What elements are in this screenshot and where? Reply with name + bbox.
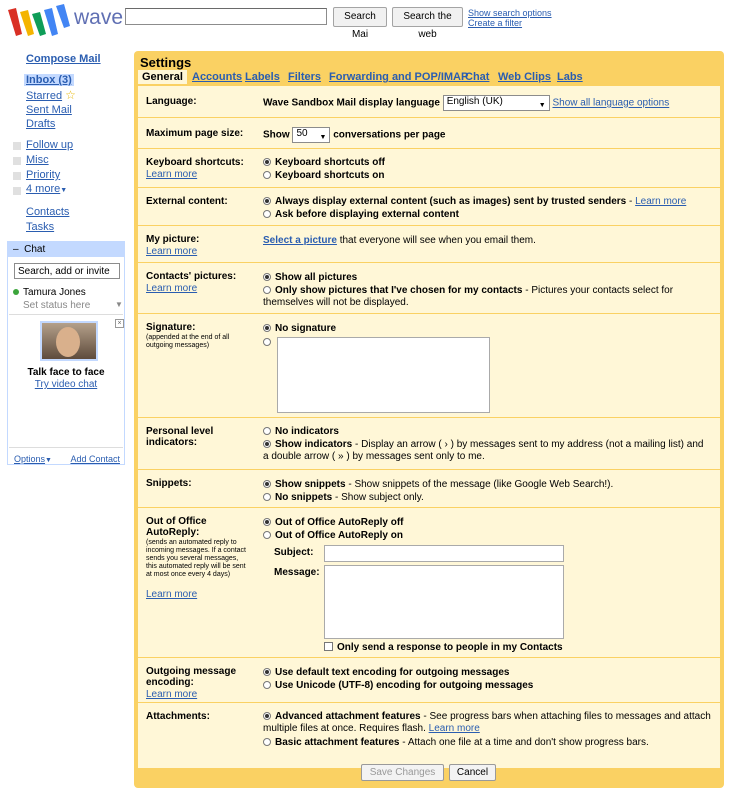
search-links	[468, 8, 552, 28]
setting-my-picture	[138, 226, 720, 263]
collapse-icon[interactable]: –	[13, 244, 19, 255]
sidebar-label-priority[interactable]: Priority	[26, 169, 61, 181]
more-labels-wrap	[26, 183, 67, 195]
setting-language	[138, 86, 720, 118]
language-select[interactable]	[443, 95, 550, 111]
search-web-button[interactable]: Search the web	[392, 7, 463, 27]
external-ask-option[interactable]: Ask before displaying external content	[263, 209, 459, 220]
contacts-only-option[interactable]: Only send a response to people in my Contacts	[324, 642, 563, 653]
learn-more-link[interactable]: Learn more	[146, 169, 198, 180]
chevron-down-icon: ▼	[45, 457, 52, 464]
setting-label: External content:	[146, 196, 228, 207]
message-textarea[interactable]	[324, 565, 564, 639]
setting-label: Language:	[146, 96, 197, 107]
checkbox[interactable]	[324, 642, 333, 651]
setting-label: Out of Office AutoReply: (sends an automated reply to incoming messages. If a contact sends you several messages, this automated reply will be sent at most once every 4 days)	[146, 516, 246, 578]
label-color-icon	[13, 142, 21, 150]
learn-more-link[interactable]: Learn more	[146, 283, 198, 294]
tab-accounts[interactable]: Accounts	[192, 71, 243, 83]
learn-more-link[interactable]: Learn more	[146, 689, 198, 700]
chat-options-link[interactable]: Options	[14, 454, 46, 464]
sidebar-item-starred[interactable]: Starred	[26, 90, 63, 102]
radio-selected[interactable]	[263, 158, 271, 166]
chevron-down-icon: ▼	[60, 187, 68, 194]
setting-label: My picture:	[146, 234, 200, 245]
show-all-languages-link[interactable]: Show all language options	[552, 97, 670, 109]
radio[interactable]	[263, 286, 271, 294]
show-snippets-option[interactable]: Show snippets - Show snippets of the message (like Google Web Search!).	[263, 479, 613, 490]
create-filter-link[interactable]: Create a filter	[468, 18, 523, 28]
tab-web-clips[interactable]: Web Clips	[498, 71, 551, 83]
setting-label: Contacts' pictures:	[146, 271, 237, 282]
sidebar-item-tasks[interactable]: Tasks	[26, 221, 55, 233]
logo-text: wave	[74, 6, 124, 29]
radio-selected[interactable]	[263, 273, 271, 281]
chat-search-input[interactable]	[14, 263, 120, 279]
learn-more-link[interactable]: Learn more	[635, 196, 687, 207]
keyboard-off-option[interactable]: Keyboard shortcuts off	[263, 157, 385, 168]
setting-label: Outgoing message encoding:	[146, 666, 237, 688]
radio[interactable]	[263, 427, 271, 435]
setting-label: Snippets:	[146, 478, 192, 489]
setting-signature	[138, 314, 720, 418]
page-title: Settings	[140, 55, 192, 70]
basic-attachments-option[interactable]: Basic attachment features - Attach one file at a time and don't show progress bars.	[263, 737, 649, 748]
more-labels-link[interactable]: 4 more	[26, 183, 61, 195]
radio[interactable]	[263, 681, 271, 689]
tab-filters[interactable]: Filters	[288, 71, 322, 83]
sidebar-item-starred-wrap	[26, 88, 76, 102]
close-icon[interactable]: ×	[115, 319, 124, 328]
signature-hint: (appended at the end of all outgoing messages)	[146, 334, 230, 349]
radio[interactable]	[263, 493, 271, 501]
setting-label: Personal level indicators:	[146, 426, 214, 448]
tab-forwarding[interactable]: Forwarding and POP/IMAP	[329, 71, 469, 83]
label-color-icon	[13, 157, 21, 165]
learn-more-link[interactable]: Learn more	[146, 589, 198, 600]
keyboard-on-option[interactable]: Keyboard shortcuts on	[263, 170, 384, 181]
subject-label: Subject:	[274, 547, 314, 558]
settings-container	[134, 51, 724, 788]
show-search-options-link[interactable]: Show search options	[468, 8, 552, 18]
radio-selected[interactable]	[263, 440, 271, 448]
no-snippets-option[interactable]: No snippets - Show subject only.	[263, 492, 424, 503]
radio[interactable]	[263, 531, 271, 539]
radio-selected[interactable]	[263, 518, 271, 526]
tab-labels[interactable]: Labels	[245, 71, 280, 83]
page-size-select[interactable]	[292, 127, 330, 143]
tab-labs[interactable]: Labs	[557, 71, 583, 83]
sidebar-item-inbox[interactable]: Inbox (3)	[26, 74, 72, 86]
compose-mail-link[interactable]: Compose Mail	[26, 53, 101, 65]
select-picture-link[interactable]: Select a picture	[263, 235, 337, 246]
cancel-button[interactable]: Cancel	[449, 764, 496, 781]
subject-input[interactable]	[324, 545, 564, 562]
radio[interactable]	[263, 338, 271, 346]
face-image	[56, 327, 80, 357]
setting-label: Maximum page size:	[146, 128, 244, 139]
sidebar-label-misc[interactable]: Misc	[26, 154, 49, 166]
tab-chat[interactable]: Chat	[465, 71, 490, 83]
setting-encoding	[138, 658, 720, 703]
setting-label: Attachments:	[146, 711, 210, 722]
sidebar-label-follow-up[interactable]: Follow up	[26, 139, 74, 151]
video-promo-title: Talk face to face	[27, 367, 105, 378]
radio-selected[interactable]	[263, 668, 271, 676]
chat-status[interactable]: Set status here	[23, 300, 91, 311]
radio-selected[interactable]	[263, 197, 271, 205]
no-indicators-option[interactable]: No indicators	[263, 426, 339, 437]
online-status-icon	[13, 289, 19, 295]
show-all-pictures-option[interactable]: Show all pictures	[263, 272, 357, 283]
chat-user[interactable]	[13, 287, 86, 298]
picture-text: that everyone will see when you email them.	[336, 235, 536, 246]
radio-selected[interactable]	[263, 324, 271, 332]
only-chosen-pictures-option[interactable]: Only show pictures that I've chosen for my contacts - Pictures your contacts select for themselves will not be displayed.	[263, 285, 674, 308]
setting-out-of-office	[138, 508, 720, 658]
utf8-encoding-option[interactable]: Use Unicode (UTF-8) encoding for outgoing messages	[263, 680, 533, 691]
default-encoding-option[interactable]: Use default text encoding for outgoing messages	[263, 667, 509, 678]
sidebar-item-drafts[interactable]: Drafts	[26, 118, 56, 130]
language-value: English (UK)	[446, 96, 503, 107]
setting-label: Signature: (appended at the end of all outgoing messages)	[146, 322, 241, 350]
try-video-chat-link[interactable]: Try video chat	[34, 379, 98, 390]
radio[interactable]	[263, 210, 271, 218]
setting-external-content	[138, 188, 720, 226]
star-icon: ☆	[65, 88, 76, 102]
sidebar-item-contacts[interactable]: Contacts	[26, 206, 70, 218]
save-changes-button[interactable]: Save Changes	[361, 764, 444, 781]
search-mail-button[interactable]: Search Mai	[333, 7, 387, 27]
page-size-show: Show	[263, 129, 290, 141]
page-size-value: 50	[296, 128, 308, 139]
setting-attachments	[138, 703, 720, 757]
chevron-down-icon: ▼	[319, 134, 327, 141]
ooo-on-option[interactable]: Out of Office AutoReply on	[263, 530, 403, 541]
advanced-attachments-option[interactable]: Advanced attachment features - See progress bars when attaching files to messages and attach multiple files at once. Requires flash. Learn more	[263, 711, 711, 734]
search-input[interactable]	[125, 8, 327, 25]
chat-options-wrap	[14, 454, 52, 464]
external-always-option[interactable]: Always display external content (such as images) sent by trusted senders - Learn more	[263, 196, 686, 207]
setting-snippets	[138, 470, 720, 508]
radio-selected[interactable]	[263, 712, 271, 720]
ooo-hint: (sends an automated reply to incoming messages. If a contact sends you several messages, this automated reply will be sent at most once every 4 days)	[146, 539, 246, 578]
tab-general[interactable]: General	[138, 70, 187, 84]
setting-page-size	[138, 118, 720, 149]
status-dropdown-icon[interactable]: ▼	[115, 300, 123, 309]
setting-personal-indicators	[138, 418, 720, 470]
wave-logo-icon	[6, 4, 72, 38]
video-thumbnail	[40, 321, 98, 361]
add-contact-link[interactable]: Add Contact	[70, 454, 120, 464]
chat-user-name: Tamura Jones	[23, 287, 86, 298]
ooo-off-option[interactable]: Out of Office AutoReply off	[263, 517, 404, 528]
show-indicators-option[interactable]: Show indicators - Display an arrow ( › ) by messages sent to my address (not a mailing list) and a double arrow ( » ) by messages sent only to me.	[263, 439, 704, 462]
learn-more-link[interactable]: Learn more	[146, 246, 198, 257]
radio[interactable]	[263, 738, 271, 746]
page-size-suffix: conversations per page	[333, 129, 446, 141]
label-color-icon	[13, 187, 21, 195]
setting-label: Keyboard shortcuts:	[146, 157, 244, 168]
setting-keyboard	[138, 149, 720, 188]
custom-signature-option[interactable]	[263, 337, 275, 348]
label-color-icon	[13, 172, 21, 180]
sidebar-item-sent[interactable]: Sent Mail	[26, 104, 72, 116]
no-signature-option[interactable]: No signature	[263, 323, 336, 334]
radio-selected[interactable]	[263, 480, 271, 488]
language-text: Wave Sandbox Mail display language	[263, 97, 440, 109]
message-label: Message:	[274, 567, 320, 578]
video-chat-promo	[9, 314, 123, 448]
setting-contacts-pictures	[138, 263, 720, 314]
signature-textarea[interactable]	[277, 337, 490, 413]
settings-panel	[138, 86, 720, 768]
learn-more-link[interactable]: Learn more	[428, 723, 480, 734]
radio[interactable]	[263, 171, 271, 179]
chevron-down-icon: ▼	[538, 102, 546, 109]
chat-panel	[7, 241, 125, 465]
chat-title: Chat	[24, 244, 46, 255]
chat-header[interactable]	[8, 242, 124, 257]
